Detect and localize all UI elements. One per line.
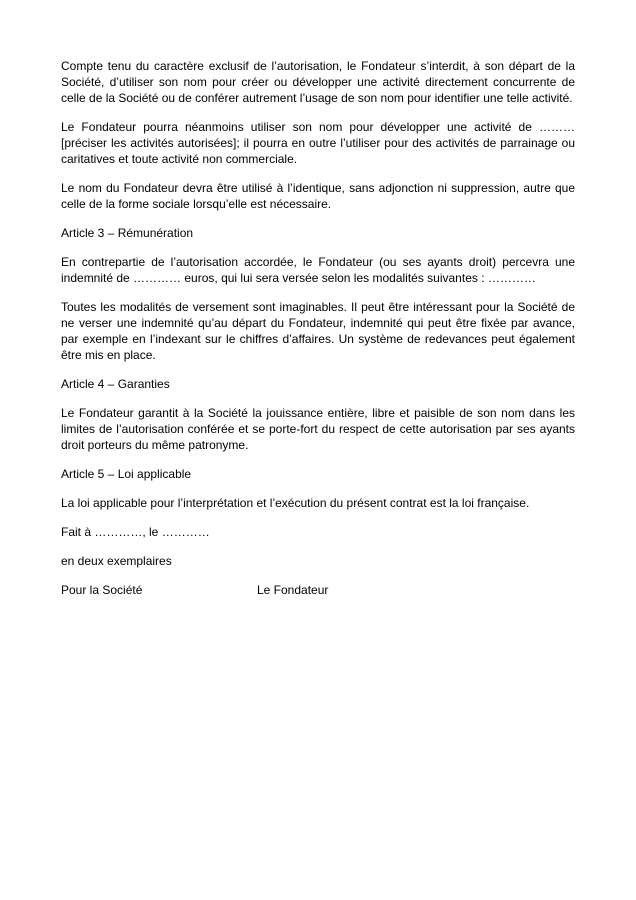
paragraph-exclusivity: Compte tenu du caractère exclusif de l’autorisation, le Fondateur s’interdit, à son départ de la Société, d’utiliser son nom pour créer ou développer une activité directement concurrente de celle de la Société ou de conférer autrement l’usage de son nom pour identifier une telle activité.	[61, 59, 575, 105]
article-5-paragraph-1: La loi applicable pour l’interprétation et l’exécution du présent contrat est la loi française.	[61, 496, 530, 510]
signature-row	[61, 582, 575, 598]
paragraph-name-usage: Le nom du Fondateur devra être utilisé à l’identique, sans adjonction ni suppression, autre que celle de la forme sociale lorsqu’elle est nécessaire.	[61, 181, 575, 211]
article-3-paragraph-2: Toutes les modalités de versement sont imaginables. Il peut être intéressant pour la Société de ne verser une indemnité qu’au départ du Fondateur, indemnité qui peut être fixée par avance, par exemple en l’indexant sur le chiffres d’affaires. Un système de redevances peut également être mis en place.	[61, 300, 575, 362]
article-5-heading: Article 5 – Loi applicable	[61, 467, 192, 481]
signature-company: Pour la Société	[61, 583, 143, 597]
paragraph-authorized-activities: Le Fondateur pourra néanmoins utiliser son nom pour développer une activité de ……… [préciser les activités autorisées]; il pourra en outre l’utiliser pour des activités de parrainage ou caritatives et toute activité non commerciale.	[61, 120, 575, 166]
article-4-paragraph-1: Le Fondateur garantit à la Société la jouissance entière, libre et paisible de son nom dans les limites de l’autorisation conférée et se porte-fort du respect de cette autorisation par ses ayants droit porteurs du même patronyme.	[61, 406, 575, 452]
place-and-date: Fait à …………, le …………	[61, 525, 210, 539]
article-3-heading: Article 3 – Rémunération	[61, 226, 194, 240]
article-3-paragraph-1: En contrepartie de l’autorisation accordée, le Fondateur (ou ses ayants droit) percevra une indemnité de ………… euros, qui lui sera versée selon les modalités suivantes : …………	[61, 255, 575, 285]
article-4-heading: Article 4 – Garanties	[61, 377, 170, 391]
signature-founder: Le Fondateur	[257, 583, 329, 597]
document-body	[61, 58, 575, 598]
copies-note: en deux exemplaires	[61, 554, 172, 568]
